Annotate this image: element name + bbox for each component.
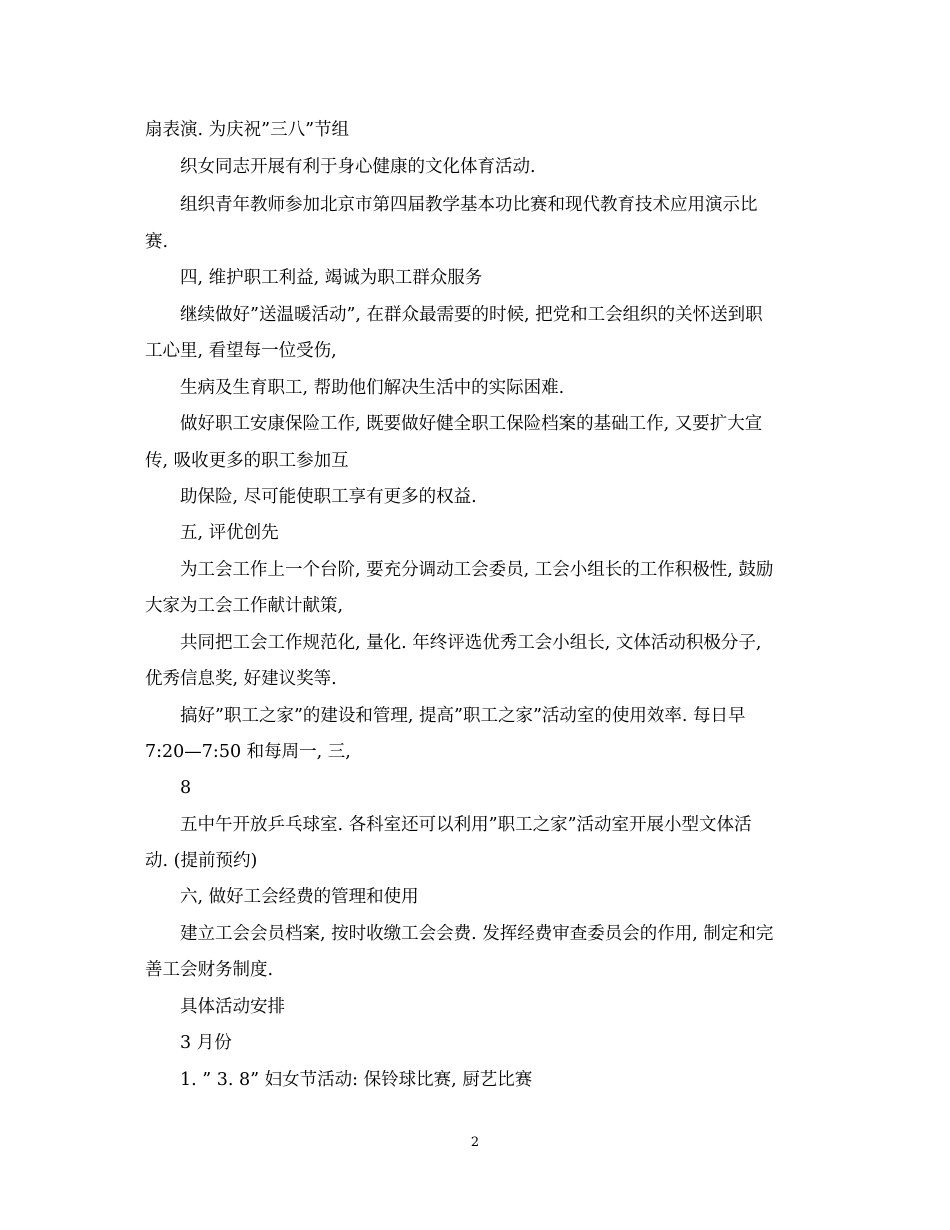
text-line: 传, 吸收更多的职工参加互 [145, 451, 349, 471]
text-line: 3 月份 [180, 1033, 232, 1053]
text-line: 组织青年教师参加北京市第四届教学基本功比赛和现代教育技术应用演示比 [180, 195, 758, 215]
text-line: 7:20—7:50 和每周一, 三, [145, 742, 351, 762]
text-line: 赛. [145, 232, 169, 252]
text-line: 扇表演. 为庆祝”三八”节组 [145, 120, 350, 140]
section-heading: 六, 做好工会经费的管理和使用 [180, 887, 419, 907]
text-line: 善工会财务制度. [145, 960, 274, 980]
section-heading: 五, 评优创先 [180, 523, 279, 543]
text-line: 搞好”职工之家”的建设和管理, 提高”职工之家”活动室的使用效率. 每日早 [180, 706, 746, 726]
text-line: 8 [180, 778, 192, 798]
text-line: 大家为工会工作献计献策, [145, 596, 344, 616]
text-line: 优秀信息奖, 好建议奖等. [145, 669, 337, 689]
page-number: 2 [470, 1135, 480, 1150]
text-line: 生病及生育职工, 帮助他们解决生活中的实际困难. [180, 378, 565, 398]
text-line: 共同把工会工作规范化, 量化. 年终评选优秀工会小组长, 文体活动积极分子, [180, 633, 762, 653]
section-heading: 具体活动安排 [180, 997, 285, 1017]
text-line: 1. ” 3. 8” 妇女节活动: 保铃球比赛, 厨艺比赛 [180, 1070, 533, 1090]
text-line: 做好职工安康保险工作, 既要做好健全职工保险档案的基础工作, 又要扩大宣 [180, 414, 763, 434]
text-line: 继续做好”送温暖活动”, 在群众最需要的时候, 把党和工会组织的关怀送到职 [180, 305, 763, 325]
text-line: 织女同志开展有利于身心健康的文化体育活动. [180, 157, 536, 177]
text-line: 动. (提前预约) [145, 851, 258, 871]
section-heading: 四, 维护职工利益, 竭诚为职工群众服务 [180, 268, 483, 288]
text-line: 五中午开放乒乓球室. 各科室还可以利用”职工之家”活动室开展小型文体活 [180, 815, 752, 835]
text-line: 为工会工作上一个台阶, 要充分调动工会委员, 工会小组长的工作积极性, 鼓励 [180, 560, 774, 580]
text-line: 助保险, 尽可能使职工享有更多的权益. [180, 487, 477, 507]
text-line: 建立工会会员档案, 按时收缴工会会费. 发挥经费审查委员会的作用, 制定和完 [180, 924, 774, 944]
text-line: 工心里, 看望每一位受伤, [145, 341, 337, 361]
